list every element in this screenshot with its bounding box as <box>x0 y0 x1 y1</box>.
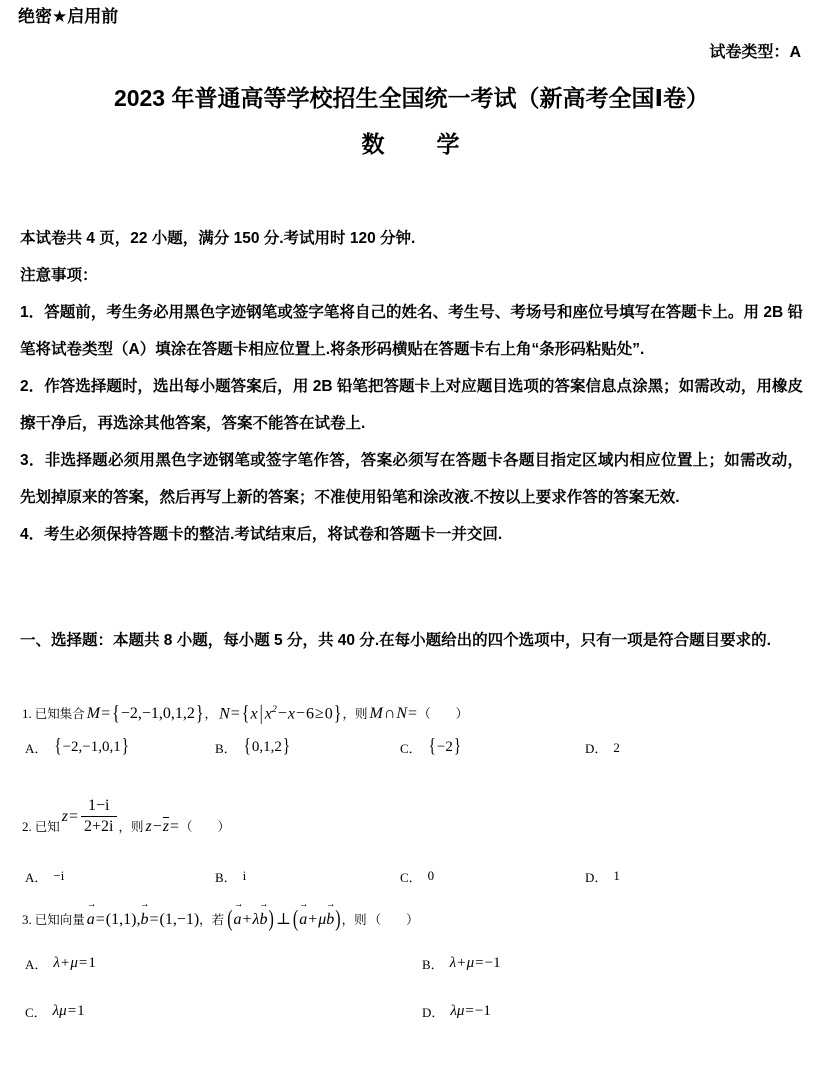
question-2-option-d-value: 1 <box>613 868 620 884</box>
question-2-stem-text: 已知 <box>34 819 60 834</box>
question-1-set-n: N= {x | $x^2-x-6\ge 0$} <box>219 702 342 726</box>
question-2-option-b[interactable] <box>215 867 246 886</box>
question-1-option-b-label: B． <box>215 741 237 757</box>
question-1-option-c-value: {−2} <box>428 736 462 758</box>
question-1-options <box>22 738 812 772</box>
question-3-cond-text: ，若 <box>199 913 225 927</box>
secret-notice: 绝密★启用前 <box>18 7 119 26</box>
question-1-option-a[interactable] <box>25 738 130 757</box>
question-3-options-row-1 <box>22 954 812 988</box>
question-1 <box>22 700 812 772</box>
question-1-ask: M∩N= <box>369 705 418 723</box>
notice-item-3: 3．非选择题必须用黑色字迹钢笔或签字笔作答，答案必须写在答题卡各题目指定区域内相应位置上；如需改动，先划掉原来的答案，然后再写上新的答案；不准使用铅笔和涂改液.不按以上要求作答的答案无效. <box>20 452 803 506</box>
section-heading-choice: 一、选择题：本题共 8 小题，每小题 5 分，共 40 分.在每小题给出的四个选项中，只有一项是符合题目要求的. <box>20 632 771 649</box>
notice-summary: 本试卷共 4 页，22 小题，满分 150 分.考试用时 120 分钟. <box>20 230 416 247</box>
question-1-option-b[interactable] <box>215 738 291 757</box>
question-2-options <box>22 867 812 901</box>
question-2-option-a-value: −i <box>53 868 65 884</box>
subject-title: 数 学 <box>361 131 462 157</box>
question-2-ask: z−z= <box>145 817 180 835</box>
notice-item-2: 2．作答选择题时，选出每小题答案后，用 2B 铅笔把答题卡上对应题目选项的答案信息点涂黑；如需改动，用橡皮擦干净后，再选涂其他答案，答案不能答在试卷上. <box>20 378 803 432</box>
question-1-set-m: M= {−2,−1,0,1,2} <box>86 702 204 726</box>
question-3-option-b-label: B． <box>422 957 444 972</box>
question-2-number: 2. <box>22 818 32 834</box>
question-1-comma-1: ， <box>204 707 218 722</box>
question-3-vector-a: → a=(1,1) <box>87 908 137 930</box>
question-3-option-a-label: A． <box>25 957 48 972</box>
question-3-stem-text: 已知向量 <box>34 913 85 927</box>
question-1-connector: ，则 <box>342 707 368 722</box>
question-1-option-c-label: C． <box>400 741 422 757</box>
question-2 <box>22 798 812 901</box>
question-2-stem <box>22 798 812 837</box>
question-3-connector: ，则 <box>341 913 367 927</box>
question-3-stem <box>22 908 812 930</box>
question-1-option-a-value: {−2,−1,0,1} <box>54 736 129 758</box>
question-2-option-c-label: C． <box>400 869 422 885</box>
question-2-option-b-label: B． <box>215 869 237 885</box>
paper-type-value: A <box>789 44 801 61</box>
question-2-option-a[interactable] <box>25 867 64 886</box>
question-2-blank: （ ） <box>180 819 231 834</box>
question-1-stem-text: 已知集合 <box>34 707 85 722</box>
question-3-option-c[interactable] <box>25 1002 85 1021</box>
question-3-option-d-label: D． <box>422 1005 445 1020</box>
question-1-option-a-label: A． <box>25 741 48 757</box>
question-1-option-d-value: 2 <box>613 739 620 755</box>
question-3-option-b-value: λ+μ=−1 <box>449 955 501 971</box>
paper-type-line <box>709 42 801 64</box>
question-2-option-c[interactable] <box>400 867 434 886</box>
question-2-option-a-label: A． <box>25 869 48 885</box>
question-3-option-d-value: λμ=−1 <box>450 1003 491 1019</box>
question-3-vector-b: → b=(1,−1) <box>140 908 199 930</box>
question-2-option-c-value: 0 <box>427 868 435 884</box>
question-3-option-a[interactable] <box>25 954 96 973</box>
question-2-option-d[interactable] <box>585 867 620 886</box>
question-2-option-b-value: i <box>242 868 247 884</box>
question-2-option-d-label: D． <box>585 869 608 885</box>
question-3-option-a-value: λ+μ=1 <box>53 955 96 971</box>
question-3-option-b[interactable] <box>422 954 501 973</box>
question-3-options-row-2 <box>22 1002 812 1036</box>
question-3-option-d[interactable] <box>422 1002 491 1021</box>
question-3-blank: （ ） <box>368 913 419 927</box>
question-3 <box>22 908 812 1036</box>
question-2-connector: ，则 <box>118 819 144 834</box>
question-3-option-c-label: C． <box>25 1005 47 1020</box>
question-1-option-d-label: D． <box>585 741 608 757</box>
paper-type-label: 试卷类型： <box>709 44 790 61</box>
notice-item-1: 1．答题前，考生务必用黑色字迹钢笔或签字笔将自己的姓名、考生号、考场号和座位号填写在答题卡上。用 2B 铅笔将试卷类型（A）填涂在答题卡相应位置上.将条形码横贴在答题卡右上角“条形码粘贴处”. <box>20 304 803 358</box>
question-1-option-d[interactable] <box>585 738 620 757</box>
question-3-condition: (→ a+λ→ b) ⊥ (→ a+μ→ b) <box>226 908 341 930</box>
notice-item-4: 4．考生必须保持答题卡的整洁.考试结束后，将试卷和答题卡一并交回. <box>20 526 503 543</box>
question-3-option-c-value: λμ=1 <box>52 1003 85 1019</box>
question-2-equation: z= $\frac{1-i}{2+2i}$ <box>62 798 119 837</box>
notice-block <box>20 220 803 553</box>
question-3-number: 3. <box>22 912 32 927</box>
question-1-option-b-value: {0,1,2} <box>243 736 291 758</box>
question-1-option-c[interactable] <box>400 738 462 757</box>
page-title: 2023 年普通高等学校招生全国统一考试（新高考全国Ⅰ卷） <box>113 85 710 111</box>
question-1-number: 1. <box>22 706 32 722</box>
notice-heading: 注意事项： <box>20 267 98 284</box>
question-3-vector-sep: , <box>136 911 141 928</box>
question-1-blank: （ ） <box>418 707 469 722</box>
question-1-stem <box>22 700 812 724</box>
